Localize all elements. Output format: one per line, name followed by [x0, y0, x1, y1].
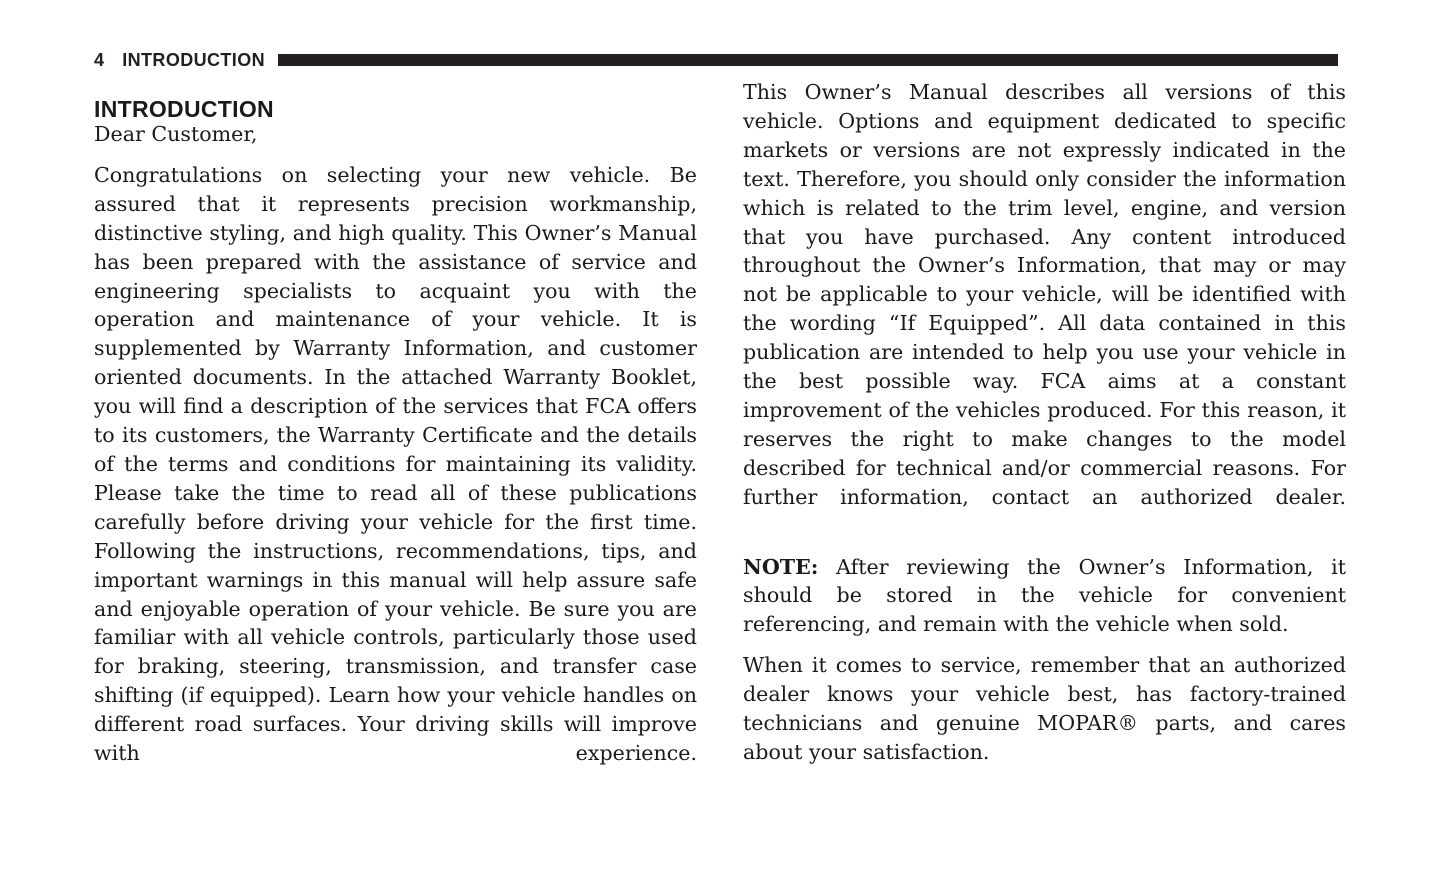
left-column [94, 120, 697, 797]
salutation: Dear Customer, [94, 122, 258, 146]
note-body: After reviewing the Owner’s Information, it should be stored in the vehicle for convenient referencing, and remain with the vehicle when sold. [743, 554, 1346, 637]
running-header-section-label: INTRODUCTION [122, 50, 266, 70]
right-column [743, 78, 1346, 797]
note-paragraph [743, 553, 1346, 640]
note-label: NOTE: [743, 554, 819, 579]
right-column-paragraph-1: This Owner’s Manual describes all versions of this vehicle. Options and equipment dedicated to specific markets or versions are not expressly indicated in the text. Therefore, you should only consider the information which is related to the trim level, engine, and version that you have purchased. Any content introduced throughout the Owner’s Information, that may or may not be applicable to your vehicle, will be identified with the wording “If Equipped”. All data contained in this publication are intended to help you use your vehicle in the best possible way. FCA aims at a constant improvement of the vehicles produced. For this reason, it reserves the right to make changes to the model described for technical and/or commercial reasons. For further information, contact an authorized dealer. [743, 80, 1346, 509]
left-column-paragraph-1: Congratulations on selecting your new vehicle. Be assured that it represents precision workmanship, distinctive styling, and high quality. This Owner’s Manual has been prepared with the assistance of service and engineering specialists to acquaint you with the operation and maintenance of your vehicle. It is supplemented by Warranty Information, and customer oriented documents. In the attached Warranty Booklet, you will find a description of the services that FCA offers to its customers, the Warranty Certificate and the details of the terms and conditions for maintaining its validity. Please take the time to read all of these publications carefully before driving your vehicle for the first time. Following the instructions, recommendations, tips, and important warnings in this manual will help assure safe and enjoyable operation of your vehicle. Be sure you are familiar with all vehicle controls, particularly those used for braking, steering, transmission, and transfer case shifting (if equipped). Learn how your vehicle handles on different road surfaces. Your driving skills will improve with experience. [94, 162, 697, 766]
header-rule [278, 54, 1338, 66]
page-number: 4 [94, 50, 105, 70]
page-title: INTRODUCTION [94, 96, 274, 123]
right-column-paragraph-2: When it comes to service, remember that an authorized dealer knows your vehicle best, has factory-trained technicians and genuine MOPAR® parts, and cares about your satisfaction. [743, 653, 1346, 764]
running-header [94, 48, 1345, 72]
